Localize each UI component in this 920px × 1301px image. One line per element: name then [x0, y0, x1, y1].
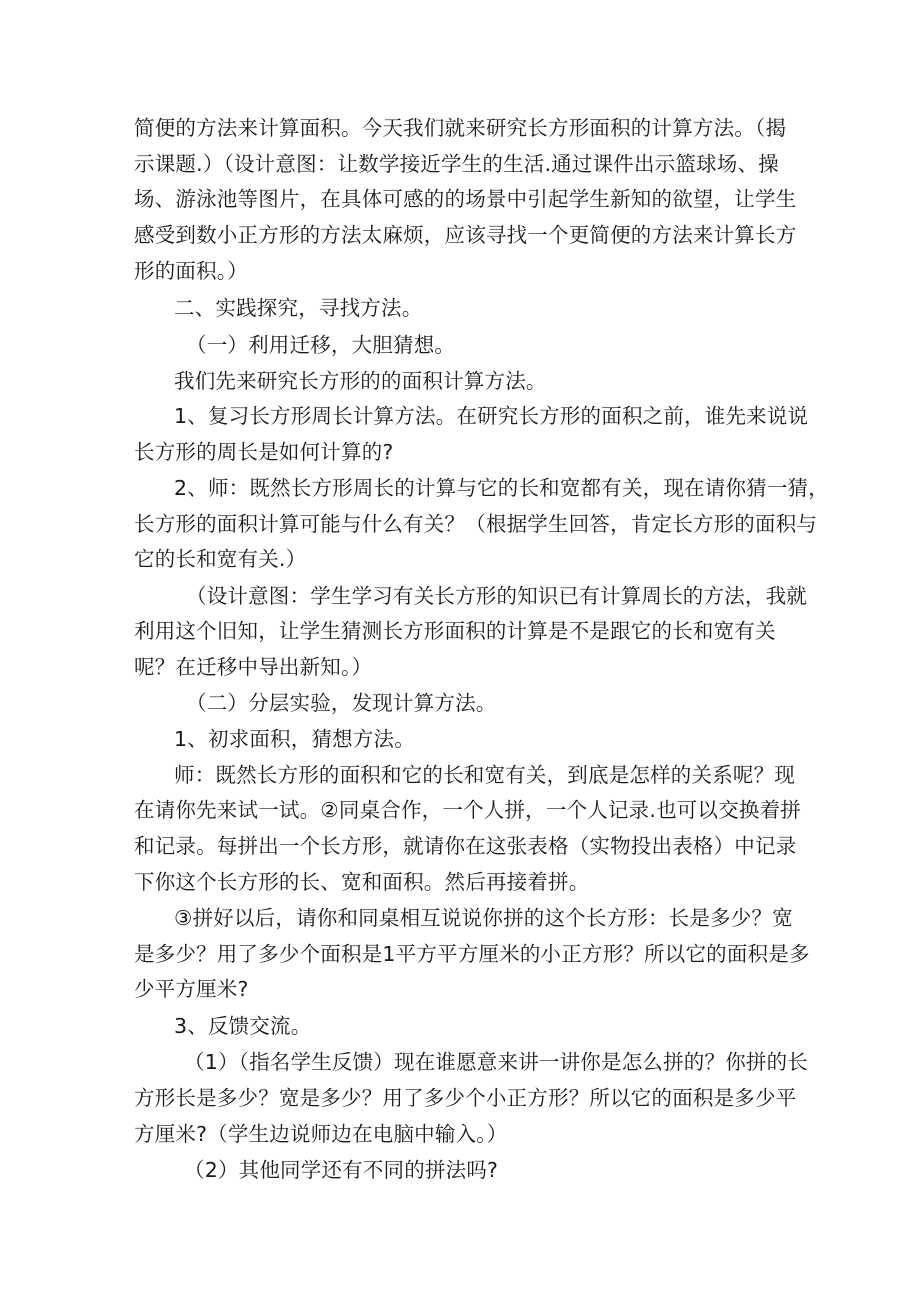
- text-line: 长方形的面积计算可能与什么有关？（根据学生回答，肯定长方形的面积与: [134, 512, 818, 536]
- text-line: 场、游泳池等图片，在具体可感的的场景中引起学生新知的欲望，让学生: [134, 187, 797, 211]
- text-line: 形的面积。）: [134, 259, 248, 283]
- text-line: 它的长和宽有关.）: [134, 547, 307, 571]
- text-line: 在请你先来试一试。②同桌合作，一个人拼，一个人记录.也可以交换着拼: [134, 798, 801, 822]
- subsection-heading: （一）利用迁移，大胆猜想。: [186, 333, 456, 357]
- text-line: 师：既然长方形的面积和它的长和宽有关，到底是怎样的关系呢？现: [174, 763, 795, 787]
- subsection-heading: （二）分层实验，发现计算方法。: [186, 691, 497, 715]
- section-heading: 二、实践探究，寻找方法。: [174, 296, 423, 320]
- text-line: 1、复习长方形周长计算方法。在研究长方形的面积之前，谁先来说说: [174, 404, 809, 428]
- text-line: 方厘米?（学生边说师边在电脑中输入。）: [134, 1122, 508, 1146]
- text-line: 3、反馈交流。: [174, 1014, 312, 1038]
- text-line: 1、初求面积，猜想方法。: [174, 727, 415, 751]
- text-line: 呢？在迁移中导出新知。）: [134, 655, 373, 679]
- text-line: 利用这个旧知，让学生猜测长方形面积的计算是不是跟它的长和宽有关: [134, 619, 776, 643]
- text-line: 方形长是多少？宽是多少？用了多少个小正方形？所以它的面积是多少平: [134, 1086, 797, 1110]
- text-line: 下你这个长方形的长、宽和面积。然后再接着拼。: [134, 870, 590, 894]
- text-line: 长方形的周长是如何计算的?: [134, 440, 394, 464]
- text-line: 我们先来研究长方形的的面积计算方法。: [174, 369, 547, 393]
- text-line: 2、师：既然长方形周长的计算与它的长和宽都有关，现在请你猜一猜，: [174, 476, 829, 500]
- text-line: 和记录。每拼出一个长方形，就请你在这张表格（实物投出表格）中记录: [134, 834, 797, 858]
- text-line: （2）其他同学还有不同的拼法吗?: [184, 1158, 499, 1182]
- text-line: 是多少？用了多少个面积是1平方平方厘米的小正方形？所以它的面积是多: [134, 942, 810, 966]
- text-line: 简便的方法来计算面积。今天我们就来研究长方形面积的计算方法。（揭: [134, 116, 787, 140]
- text-line: 感受到数小正方形的方法太麻烦，应该寻找一个更简便的方法来计算长方: [134, 223, 797, 247]
- text-line: ③拼好以后，请你和同桌相互说说你拼的这个长方形：长是多少？宽: [174, 906, 793, 930]
- text-line: （1）（指名学生反馈）现在谁愿意来讲一讲你是怎么拼的？你拼的长: [184, 1050, 808, 1074]
- text-line: 示课题.）（设计意图：让数学接近学生的生活.通过课件出示篮球场、操: [134, 152, 779, 176]
- text-line: 少平方厘米?: [134, 977, 249, 1001]
- text-line: （设计意图：学生学习有关长方形的知识已有计算周长的方法，我就: [186, 584, 807, 608]
